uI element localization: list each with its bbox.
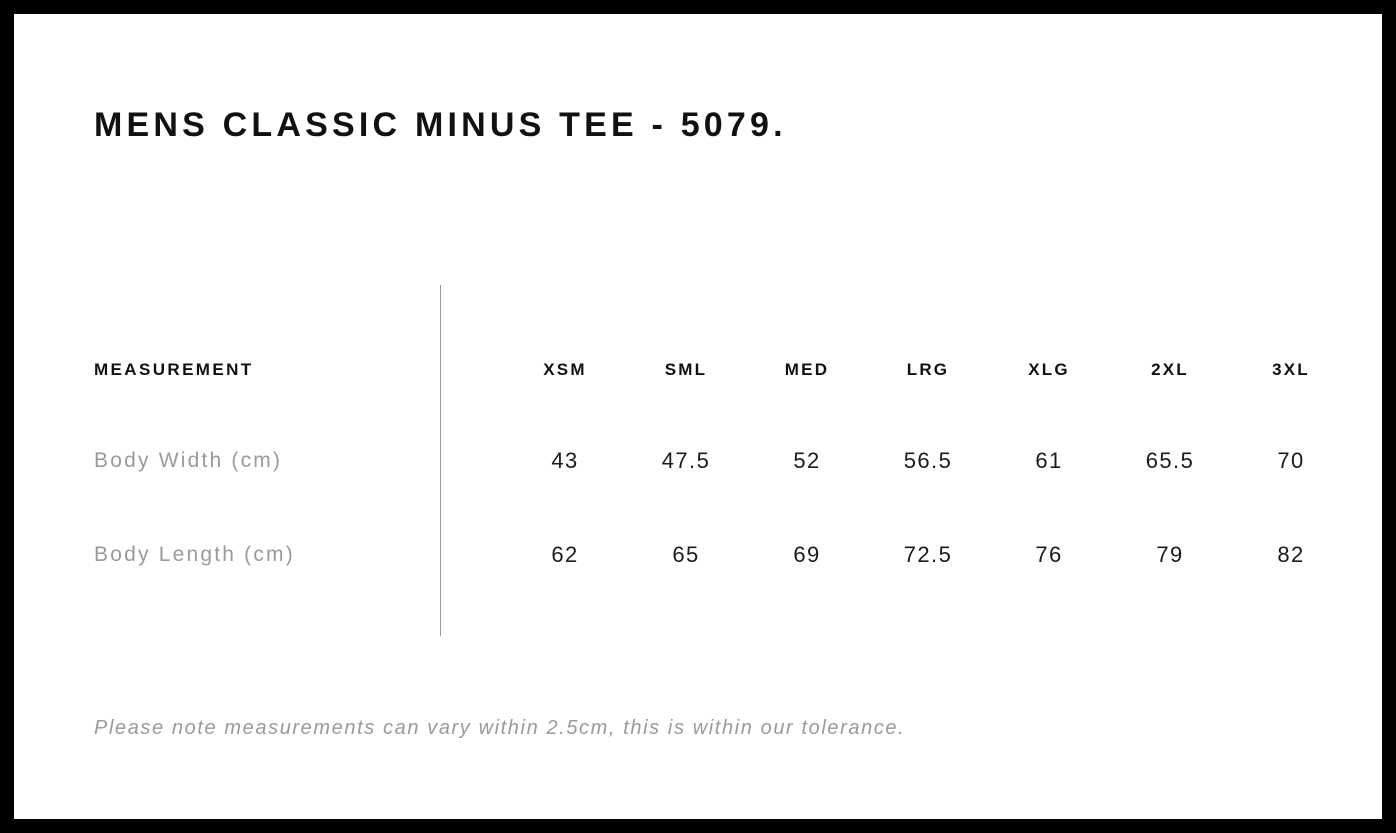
table-header-row	[14, 350, 1382, 390]
cell-body-width-3xl: 70	[1277, 448, 1305, 473]
cell-body-width-sml: 47.5	[661, 448, 711, 473]
cell-body-length-med: 69	[793, 542, 821, 567]
page-title: MENS CLASSIC MINUS TEE - 5079.	[94, 106, 787, 144]
cell-body-length-lrg: 72.5	[903, 542, 953, 567]
cell-body-length-sml: 65	[672, 542, 700, 567]
size-header-sml: SML	[664, 360, 708, 379]
size-header-lrg: LRG	[906, 360, 950, 379]
size-chart-table	[14, 14, 1382, 819]
cell-body-width-lrg: 56.5	[903, 448, 953, 473]
cell-body-width-2xl: 65.5	[1145, 448, 1195, 473]
table-row	[14, 441, 1382, 481]
cell-body-width-med: 52	[793, 448, 821, 473]
cell-body-length-xlg: 76	[1035, 542, 1063, 567]
tolerance-note: Please note measurements can vary within 2.5cm, this is within our tolerance.	[94, 717, 906, 739]
row-label-body-width: Body Width (cm)	[94, 449, 283, 472]
row-label-body-length: Body Length (cm)	[94, 543, 295, 566]
cell-body-length-xsm: 62	[551, 542, 579, 567]
cell-body-width-xlg: 61	[1035, 448, 1063, 473]
size-header-med: MED	[784, 360, 830, 379]
size-header-xlg: XLG	[1028, 360, 1070, 379]
size-header-2xl: 2XL	[1151, 360, 1189, 379]
table-row	[14, 535, 1382, 575]
size-header-xsm: XSM	[543, 360, 587, 379]
cell-body-length-2xl: 79	[1156, 542, 1184, 567]
measurement-column-header: MEASUREMENT	[94, 360, 254, 379]
cell-body-length-3xl: 82	[1277, 542, 1305, 567]
cell-body-width-xsm: 43	[551, 448, 579, 473]
size-chart-page	[14, 14, 1382, 819]
size-header-3xl: 3XL	[1272, 360, 1310, 379]
